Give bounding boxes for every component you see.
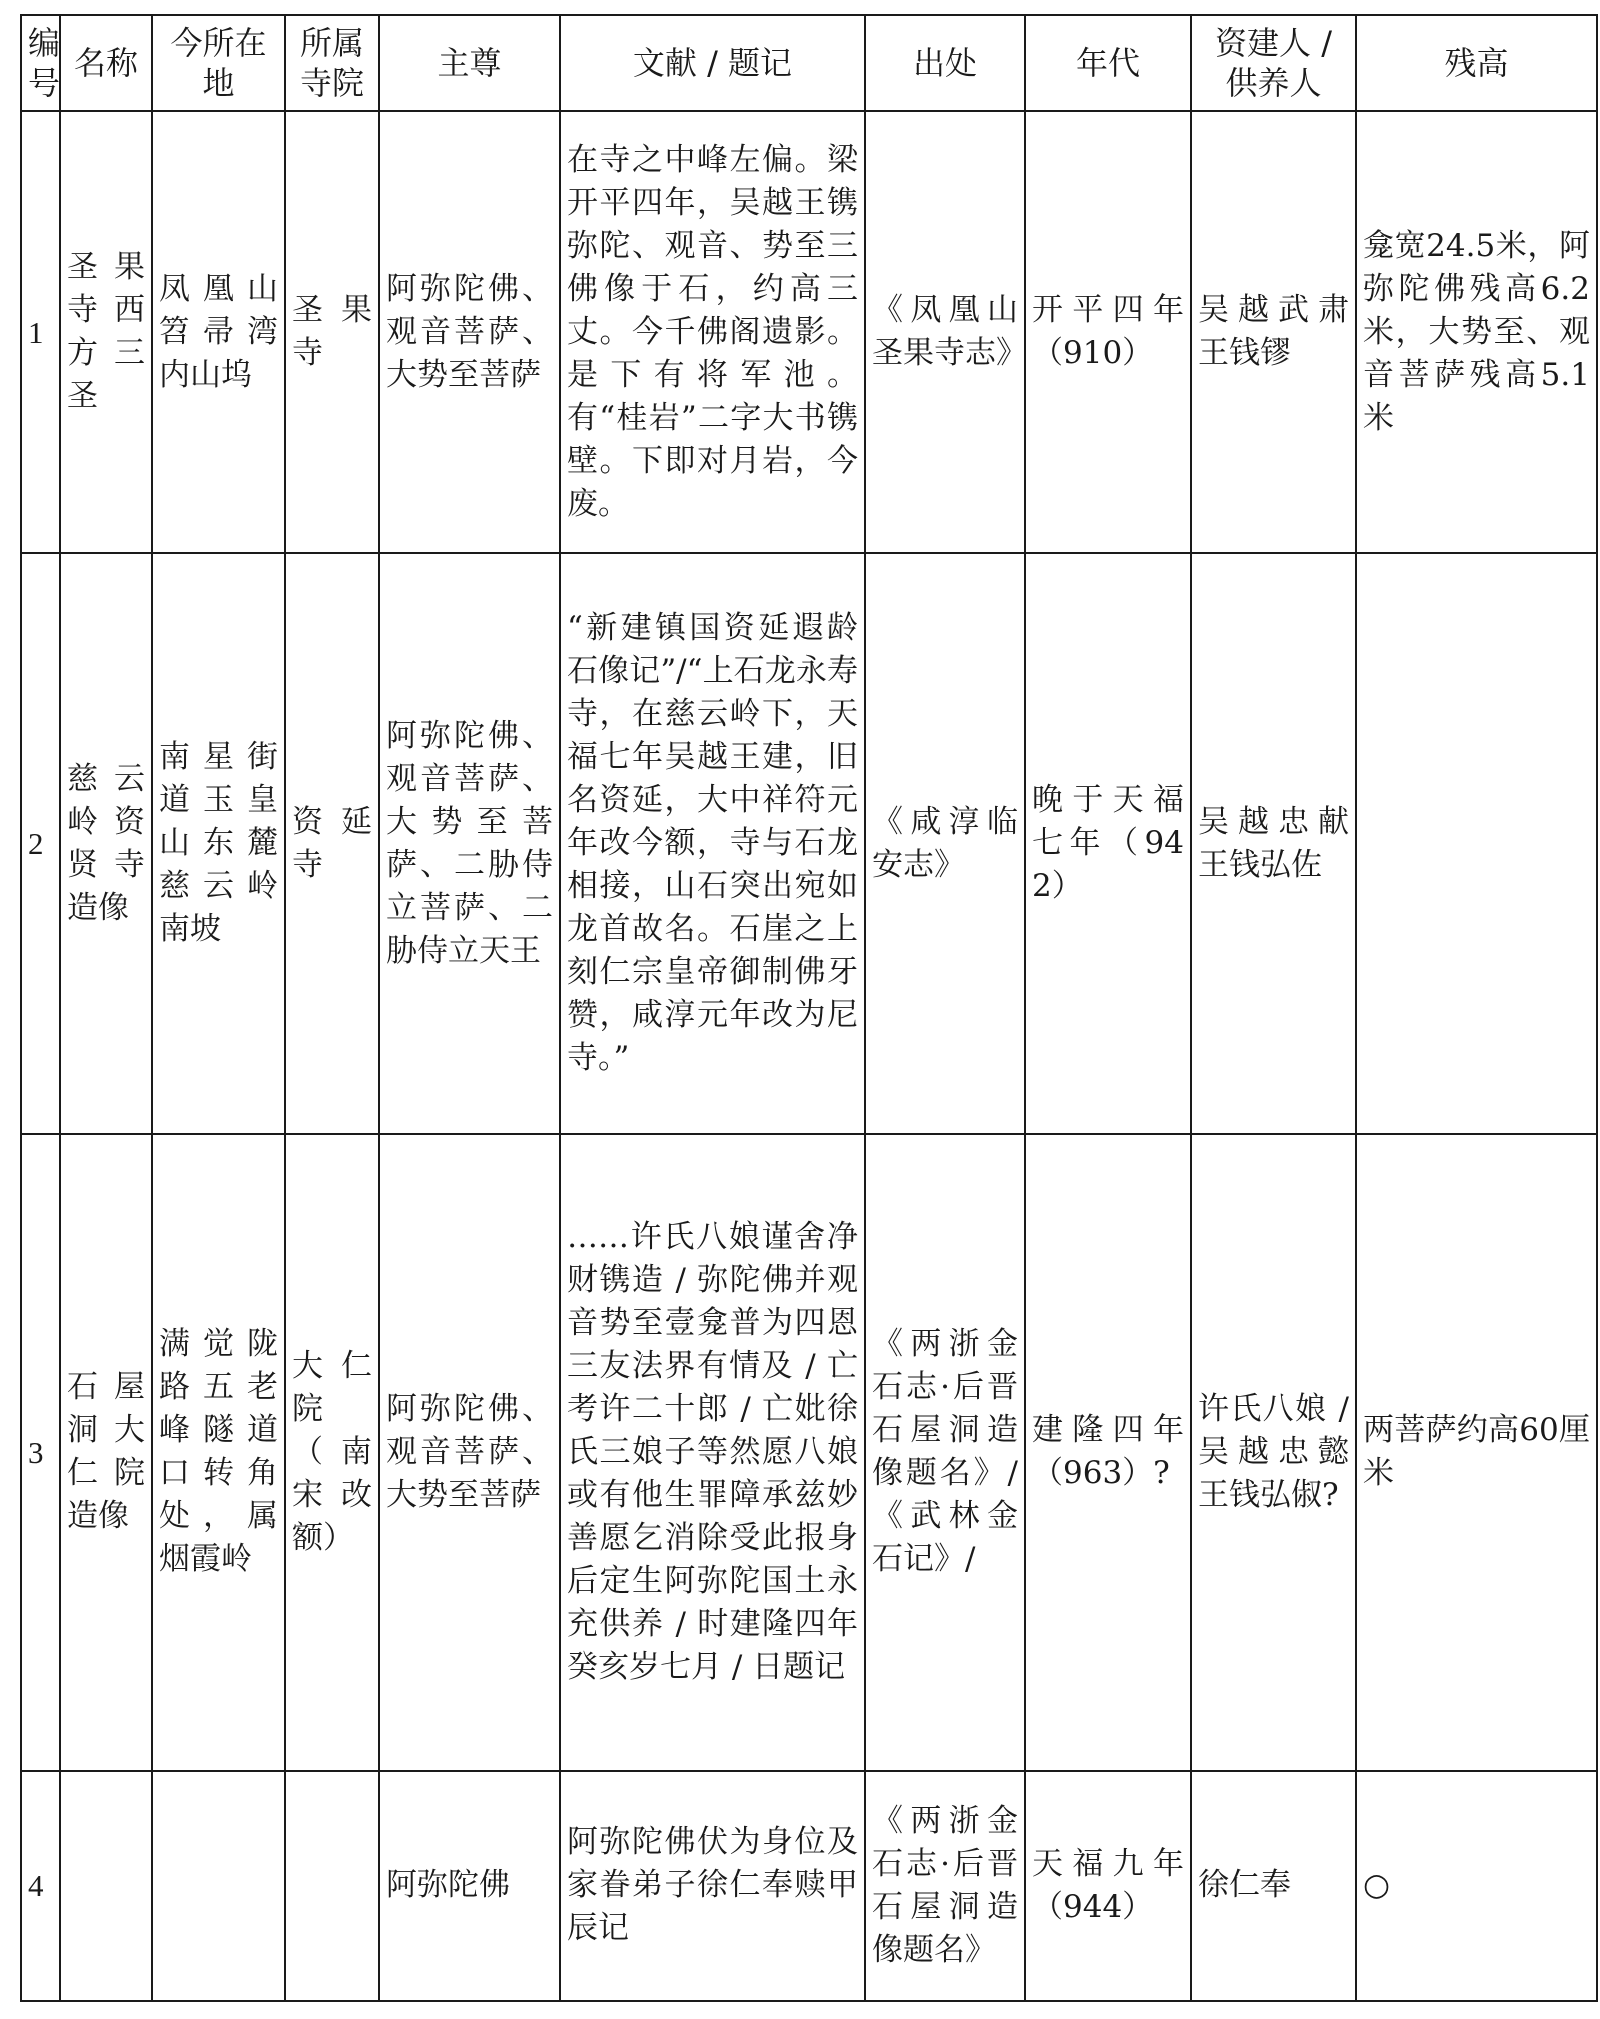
cell-name bbox=[60, 1771, 152, 2001]
cell-location bbox=[152, 1771, 285, 2001]
cell-name: 慈云岭资贤寺造像 bbox=[60, 553, 152, 1134]
cell-location: 凤凰山笤帚湾内山坞 bbox=[152, 111, 285, 553]
header-row bbox=[21, 15, 1597, 111]
cell-deity: 阿弥陀佛、观音菩萨、大势至菩萨、二胁侍立菩萨、二胁侍立天王 bbox=[379, 553, 560, 1134]
cell-source: 《凤凰山圣果寺志》 bbox=[865, 111, 1025, 553]
cell-no: 4 bbox=[21, 1771, 60, 2001]
cell-deity: 阿弥陀佛 bbox=[379, 1771, 560, 2001]
cell-donor: 吴越武肃王钱镠 bbox=[1191, 111, 1356, 553]
cell-text: 在寺之中峰左偏。梁开平四年，吴越王镌弥陀、观音、势至三佛像于石，约高三丈。今千佛阁遗影。是下有将军池。有“桂岩”二字大书镌壁。下即对月岩，今废。 bbox=[560, 111, 865, 553]
cell-no: 2 bbox=[21, 553, 60, 1134]
header-temple: 所属寺院 bbox=[285, 15, 379, 111]
table-row bbox=[21, 553, 1597, 1134]
header-height: 残高 bbox=[1356, 15, 1597, 111]
cell-date: 晚于天福七年（942） bbox=[1025, 553, 1191, 1134]
cell-no: 1 bbox=[21, 111, 60, 553]
cell-text: “新建镇国资延遐龄石像记”/“上石龙永寿寺，在慈云岭下，天福七年吴越王建，旧名资延，大中祥符元年改今额，寺与石龙相接，山石突出宛如龙首故名。石崖之上刻仁宗皇帝御制佛牙赞，咸淳元年改为尼寺。” bbox=[560, 553, 865, 1134]
cell-donor: 吴越忠献王钱弘佐 bbox=[1191, 553, 1356, 1134]
cell-location: 南星街道玉皇山东麓慈云岭南坡 bbox=[152, 553, 285, 1134]
cell-location: 满觉陇路五老峰隧道口转角处，属烟霞岭 bbox=[152, 1134, 285, 1771]
header-text: 文献 / 题记 bbox=[560, 15, 865, 111]
cell-temple: 大仁院（南宋改额） bbox=[285, 1134, 379, 1771]
cell-source: 《两浙金石志·后晋石屋洞造像题名》 bbox=[865, 1771, 1025, 2001]
table-row bbox=[21, 111, 1597, 553]
header-deity: 主尊 bbox=[379, 15, 560, 111]
cell-deity: 阿弥陀佛、观音菩萨、大势至菩萨 bbox=[379, 111, 560, 553]
cell-text: 阿弥陀佛伏为身位及家眷弟子徐仁奉赎甲辰记 bbox=[560, 1771, 865, 2001]
cell-temple: 圣果寺 bbox=[285, 111, 379, 553]
header-no: 编号 bbox=[21, 15, 60, 111]
inventory-table bbox=[20, 14, 1598, 2002]
cell-name: 石屋洞大仁院造像 bbox=[60, 1134, 152, 1771]
header-location: 今所在地 bbox=[152, 15, 285, 111]
header-name: 名称 bbox=[60, 15, 152, 111]
cell-name: 圣果寺西方三圣 bbox=[60, 111, 152, 553]
cell-date: 开平四年（910） bbox=[1025, 111, 1191, 553]
table-row bbox=[21, 1134, 1597, 1771]
table-row bbox=[21, 1771, 1597, 2001]
cell-height: 两菩萨约高60厘米 bbox=[1356, 1134, 1597, 1771]
cell-deity: 阿弥陀佛、观音菩萨、大势至菩萨 bbox=[379, 1134, 560, 1771]
cell-height: 龛宽24.5米，阿弥陀佛残高6.2米，大势至、观音菩萨残高5.1米 bbox=[1356, 111, 1597, 553]
cell-date: 天福九年（944） bbox=[1025, 1771, 1191, 2001]
cell-date: 建隆四年（963）? bbox=[1025, 1134, 1191, 1771]
cell-temple bbox=[285, 1771, 379, 2001]
header-source: 出处 bbox=[865, 15, 1025, 111]
cell-source: 《两浙金石志·后晋石屋洞造像题名》/《武林金石记》/ bbox=[865, 1134, 1025, 1771]
cell-temple: 资延寺 bbox=[285, 553, 379, 1134]
cell-source: 《咸淳临安志》 bbox=[865, 553, 1025, 1134]
header-donor: 资建人 / 供养人 bbox=[1191, 15, 1356, 111]
cell-no: 3 bbox=[21, 1134, 60, 1771]
cell-donor: 徐仁奉 bbox=[1191, 1771, 1356, 2001]
cell-donor: 许氏八娘 / 吴越忠懿王钱弘俶? bbox=[1191, 1134, 1356, 1771]
header-date: 年代 bbox=[1025, 15, 1191, 111]
cell-height bbox=[1356, 553, 1597, 1134]
cell-height: ○ bbox=[1356, 1771, 1597, 2001]
cell-text: ……许氏八娘谨舍净财镌造 / 弥陀佛并观音势至壹龛普为四恩三友法界有情及 / 亡考许二十郎 / 亡妣徐氏三娘子等然愿八娘或有他生罪障承兹妙善愿乞消除受此报身后定生阿弥陀国土永充供养 / 时建隆四年癸亥岁七月 / 日题记 bbox=[560, 1134, 865, 1771]
